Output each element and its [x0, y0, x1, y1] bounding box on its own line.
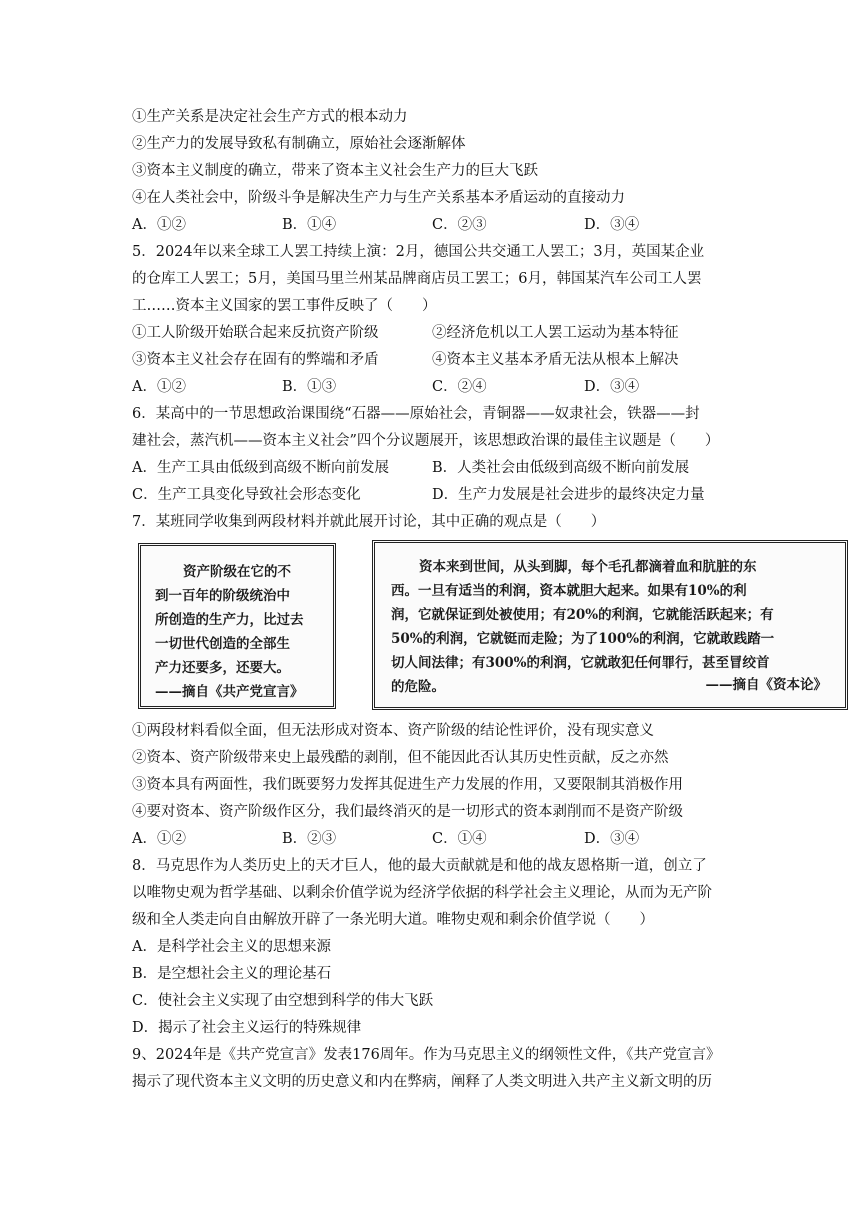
q4-statement-3: ③资本主义制度的确立，带来了资本主义社会生产力的巨大飞跃: [132, 163, 538, 179]
material-right-line-6: 的危险。: [391, 679, 445, 695]
q5-option-a: A．①②: [132, 379, 186, 395]
q9-stem-2: 揭示了现代资本主义文明的历史意义和内在弊病，阐释了人类文明进入共产主义新文明的历: [132, 1074, 712, 1090]
q7-statement-3: ③资本具有两面性，我们既要努力发挥其促进生产力发展的作用，又要限制其消极作用: [132, 777, 683, 793]
q7-option-a: A．①②: [132, 831, 186, 847]
q4-statement-1: ①生产关系是决定社会生产方式的根本动力: [132, 109, 408, 125]
q5-option-d: D．③④: [584, 379, 640, 395]
q5-statement-3: ③资本主义社会存在固有的弊端和矛盾: [132, 352, 379, 368]
q4-option-c: C．②③: [432, 217, 487, 233]
q6-stem-1: 6．某高中的一节思想政治课围绕“石器——原始社会，青铜器——奴隶社会，铁器——封: [132, 406, 700, 422]
q7-statement-1: ①两段材料看似全面，但无法形成对资本、资产阶级的结论性评价，没有现实意义: [132, 723, 654, 739]
q7-statement-4: ④要对资本、资产阶级作区分，我们最终消灭的是一切形式的资本剥削而不是资产阶级: [132, 804, 683, 820]
q7-stem: 7．某班同学收集到两段材料并就此展开讨论，其中正确的观点是（ ）: [132, 514, 606, 530]
material-left-line-5: 产力还要多，还要大。: [155, 660, 290, 676]
material-right-line-4: 50%的利润，它就铤而走险；为了100%的利润，它就敢践踏一: [391, 631, 775, 647]
q8-option-b: B．是空想社会主义的理论基石: [132, 966, 332, 982]
q7-option-d: D．③④: [584, 831, 640, 847]
q8-option-a: A．是科学社会主义的思想来源: [132, 939, 331, 955]
q8-option-d: D．揭示了社会主义运行的特殊规律: [132, 1020, 362, 1036]
material-right-line-3: 润，它就保证到处被使用；有20%的利润，它就能活跃起来；有: [391, 607, 774, 623]
q5-statement-4: ④资本主义基本矛盾无法从根本上解决: [432, 352, 679, 368]
material-right-line-1: 资本来到世间，从头到脚，每个毛孔都滴着血和肮脏的东: [419, 559, 757, 575]
material-left-line-1: 资产阶级在它的不: [183, 564, 291, 580]
material-communist-manifesto: [138, 543, 336, 709]
material-left-line-4: 一切世代创造的全部生: [155, 636, 290, 652]
q7-statement-2: ②资本、资产阶级带来史上最残酷的剥削，但不能因此否认其历史性贡献，反之亦然: [132, 750, 669, 766]
q8-stem-3: 级和全人类走向自由解放开辟了一条光明大道。唯物史观和剩余价值学说（ ）: [132, 912, 654, 928]
material-das-kapital: [372, 540, 848, 710]
q4-option-a: A．①②: [132, 217, 186, 233]
material-right-citation: ——摘自《资本论》: [705, 677, 827, 693]
q4-option-d: D．③④: [584, 217, 640, 233]
material-left-line-2: 到一百年的阶级统治中: [155, 588, 290, 604]
q9-stem-1: 9、2024年是《共产党宣言》发表176周年。作为马克思主义的纲领性文件，《共产党宣言》: [132, 1047, 721, 1063]
q8-stem-1: 8．马克思作为人类历史上的天才巨人，他的最大贡献就是和他的战友恩格斯一道，创立了: [132, 858, 707, 874]
q6-option-c: C．生产工具变化导致社会形态变化: [132, 487, 361, 503]
q4-statement-2: ②生产力的发展导致私有制确立，原始社会逐渐解体: [132, 136, 466, 152]
q6-stem-2: 建社会，蒸汽机——资本主义社会”四个分议题展开，该思想政治课的最佳主议题是（ ）: [132, 433, 720, 449]
q5-stem-2: 的仓库工人罢工；5月，美国马里兰州某品牌商店员工罢工；6月，韩国某汽车公司工人罢: [132, 271, 702, 287]
q6-option-b: B．人类社会由低级到高级不断向前发展: [432, 460, 690, 476]
q4-option-b: B．①④: [282, 217, 337, 233]
q8-stem-2: 以唯物史观为哲学基础、以剩余价值学说为经济学依据的科学社会主义理论，从而为无产阶: [132, 885, 712, 901]
q5-stem-3: 工……资本主义国家的罢工事件反映了（ ）: [132, 298, 437, 314]
material-left-line-3: 所创造的生产力，比过去: [155, 612, 304, 628]
q5-statement-1: ①工人阶级开始联合起来反抗资产阶级: [132, 325, 379, 341]
q5-option-c: C．②④: [432, 379, 487, 395]
material-right-line-2: 西。一旦有适当的利润，资本就胆大起来。如果有10%的利: [391, 583, 747, 599]
q4-statement-4: ④在人类社会中，阶级斗争是解决生产力与生产关系基本矛盾运动的直接动力: [132, 190, 625, 206]
q5-statement-2: ②经济危机以工人罢工运动为基本特征: [432, 325, 679, 341]
q7-option-c: C．①④: [432, 831, 487, 847]
material-left-citation: ——摘自《共产党宣言》: [155, 684, 304, 700]
q8-option-c: C．使社会主义实现了由空想到科学的伟大飞跃: [132, 993, 434, 1009]
q5-option-b: B．①③: [282, 379, 337, 395]
q5-stem-1: 5．2024年以来全球工人罢工持续上演：2月，德国公共交通工人罢工；3月，英国某企业: [132, 244, 705, 260]
material-right-line-5: 切人间法律；有300%的利润，它就敢犯任何罪行，甚至冒绞首: [391, 655, 770, 671]
q6-option-d: D．生产力发展是社会进步的最终决定力量: [432, 487, 705, 503]
q6-option-a: A．生产工具由低级到高级不断向前发展: [132, 460, 389, 476]
q7-option-b: B．②③: [282, 831, 337, 847]
